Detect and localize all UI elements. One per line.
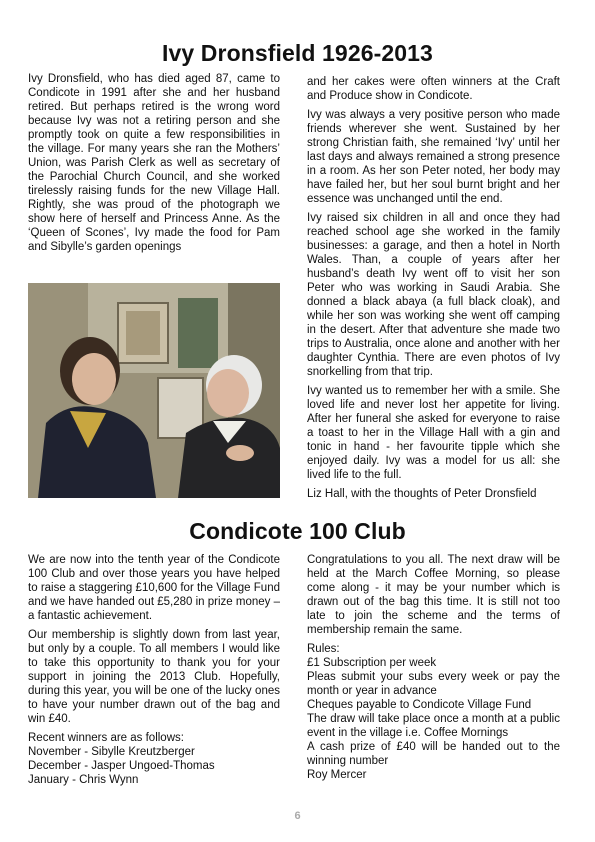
club-right-column xyxy=(307,553,560,782)
rule-item: A cash prize of £40 will be handed out to the winning number xyxy=(307,741,560,767)
page-number: 6 xyxy=(294,810,301,822)
rules-heading: Rules: xyxy=(307,643,340,655)
ivy-paragraph: and her cakes were often winners at the Craft and Produce show in Condicote. xyxy=(307,76,560,102)
winner-item: December - Jasper Ungoed-Thomas xyxy=(28,760,215,772)
winner-item: January - Chris Wynn xyxy=(28,774,139,786)
photo-ivy-and-princess-anne xyxy=(28,283,280,498)
winner-item: November - Sibylle Kreutzberger xyxy=(28,746,195,758)
club-left-column xyxy=(28,553,280,787)
rule-item: The draw will take place once a month at a public event in the village i.e. Coffee Mornings xyxy=(307,713,560,739)
rule-item: Pleas submit your subs every week or pay the month or year in advance xyxy=(307,671,560,697)
winners-intro: Recent winners are as follows: xyxy=(28,732,184,744)
signoff: Roy Mercer xyxy=(307,769,367,781)
rule-item: £1 Subscription per week xyxy=(307,657,437,669)
byline: Liz Hall, with the thoughts of Peter Dronsfield xyxy=(307,488,537,500)
club-paragraph: Congratulations to you all. The next draw will be held at the March Coffee Morning, so please come along - it may be your number which is drawn out of the bag this time. It is still not too late to join the scheme and the terms of membership remain the same. xyxy=(307,554,560,636)
ivy-paragraph: Ivy was always a very positive person who made friends wherever she went. Sustained by her strong Christian faith, she remained ‘Ivy’ until her last days and always remained a strong presence in a room. As her son Peter noted, her body may have failed her, but her soul burnt bright and her essence was unchanged until the end. xyxy=(307,109,560,205)
article-title-100-club: Condicote 100 Club xyxy=(189,518,406,544)
ivy-paragraph: Ivy raised six children in all and once they had reached school age she worked in the family businesses: a garage, and then a hotel in North Wales. Than, a couple of years after her husband’s death Ivy went off to visit her son Peter who was working in Saudi Arabia. She donned a black abaya (a full black cloak), and while her son was working she went off camping in the desert. After that adventure she made two trips to Australia, once alone and another with her daughter Cynthia. There are even photos of Ivy snorkelling from that trip. xyxy=(307,212,560,378)
ivy-right-column xyxy=(307,75,560,506)
ivy-paragraph: Ivy wanted us to remember her with a smile. She loved life and never lost her appetite for living. After her funeral she asked for everyone to raise a toast to her in the Village Hall with a gin and tonic in hand - her favourite tipple which she enjoyed daily. Ivy was a model for us all: she lived life to the full. xyxy=(307,385,560,481)
ivy-left-column xyxy=(28,72,280,259)
ivy-paragraph: Ivy Dronsfield, who has died aged 87, came to Condicote in 1991 after she and her husband retired. But perhaps retired is the wrong word because Ivy was not a retiring person and she promptly took on quite a few responsibilities in the village. For many years she ran the Mothers’ Union, was Parish Clerk as well as secretary of the Parochial Church Council, and she worked tirelessly raising funds for the new Village Hall. Rightly, she was proud of the photograph we show here of herself and Princess Anne. As the ‘Queen of Scones’, Ivy made the food for Pam and Sibylle’s garden openings xyxy=(28,73,280,253)
club-paragraph: We are now into the tenth year of the Condicote 100 Club and over those years you have helped to raise a staggering £10,600 for the Village Fund and we have handed out £5,280 in prize money – a fantastic achievement. xyxy=(28,554,280,622)
article-title-ivy: Ivy Dronsfield 1926-2013 xyxy=(162,40,433,66)
photo-illustration xyxy=(28,283,280,498)
club-paragraph: Our membership is slightly down from last year, but only by a couple. To all members I would like to take this opportunity to thank you for your support in joining the 2013 Club. Hopefully, during this year, you will be one of the lucky ones to have your number drawn out of the bag and win £40. xyxy=(28,629,280,725)
rule-item: Cheques payable to Condicote Village Fund xyxy=(307,699,532,711)
